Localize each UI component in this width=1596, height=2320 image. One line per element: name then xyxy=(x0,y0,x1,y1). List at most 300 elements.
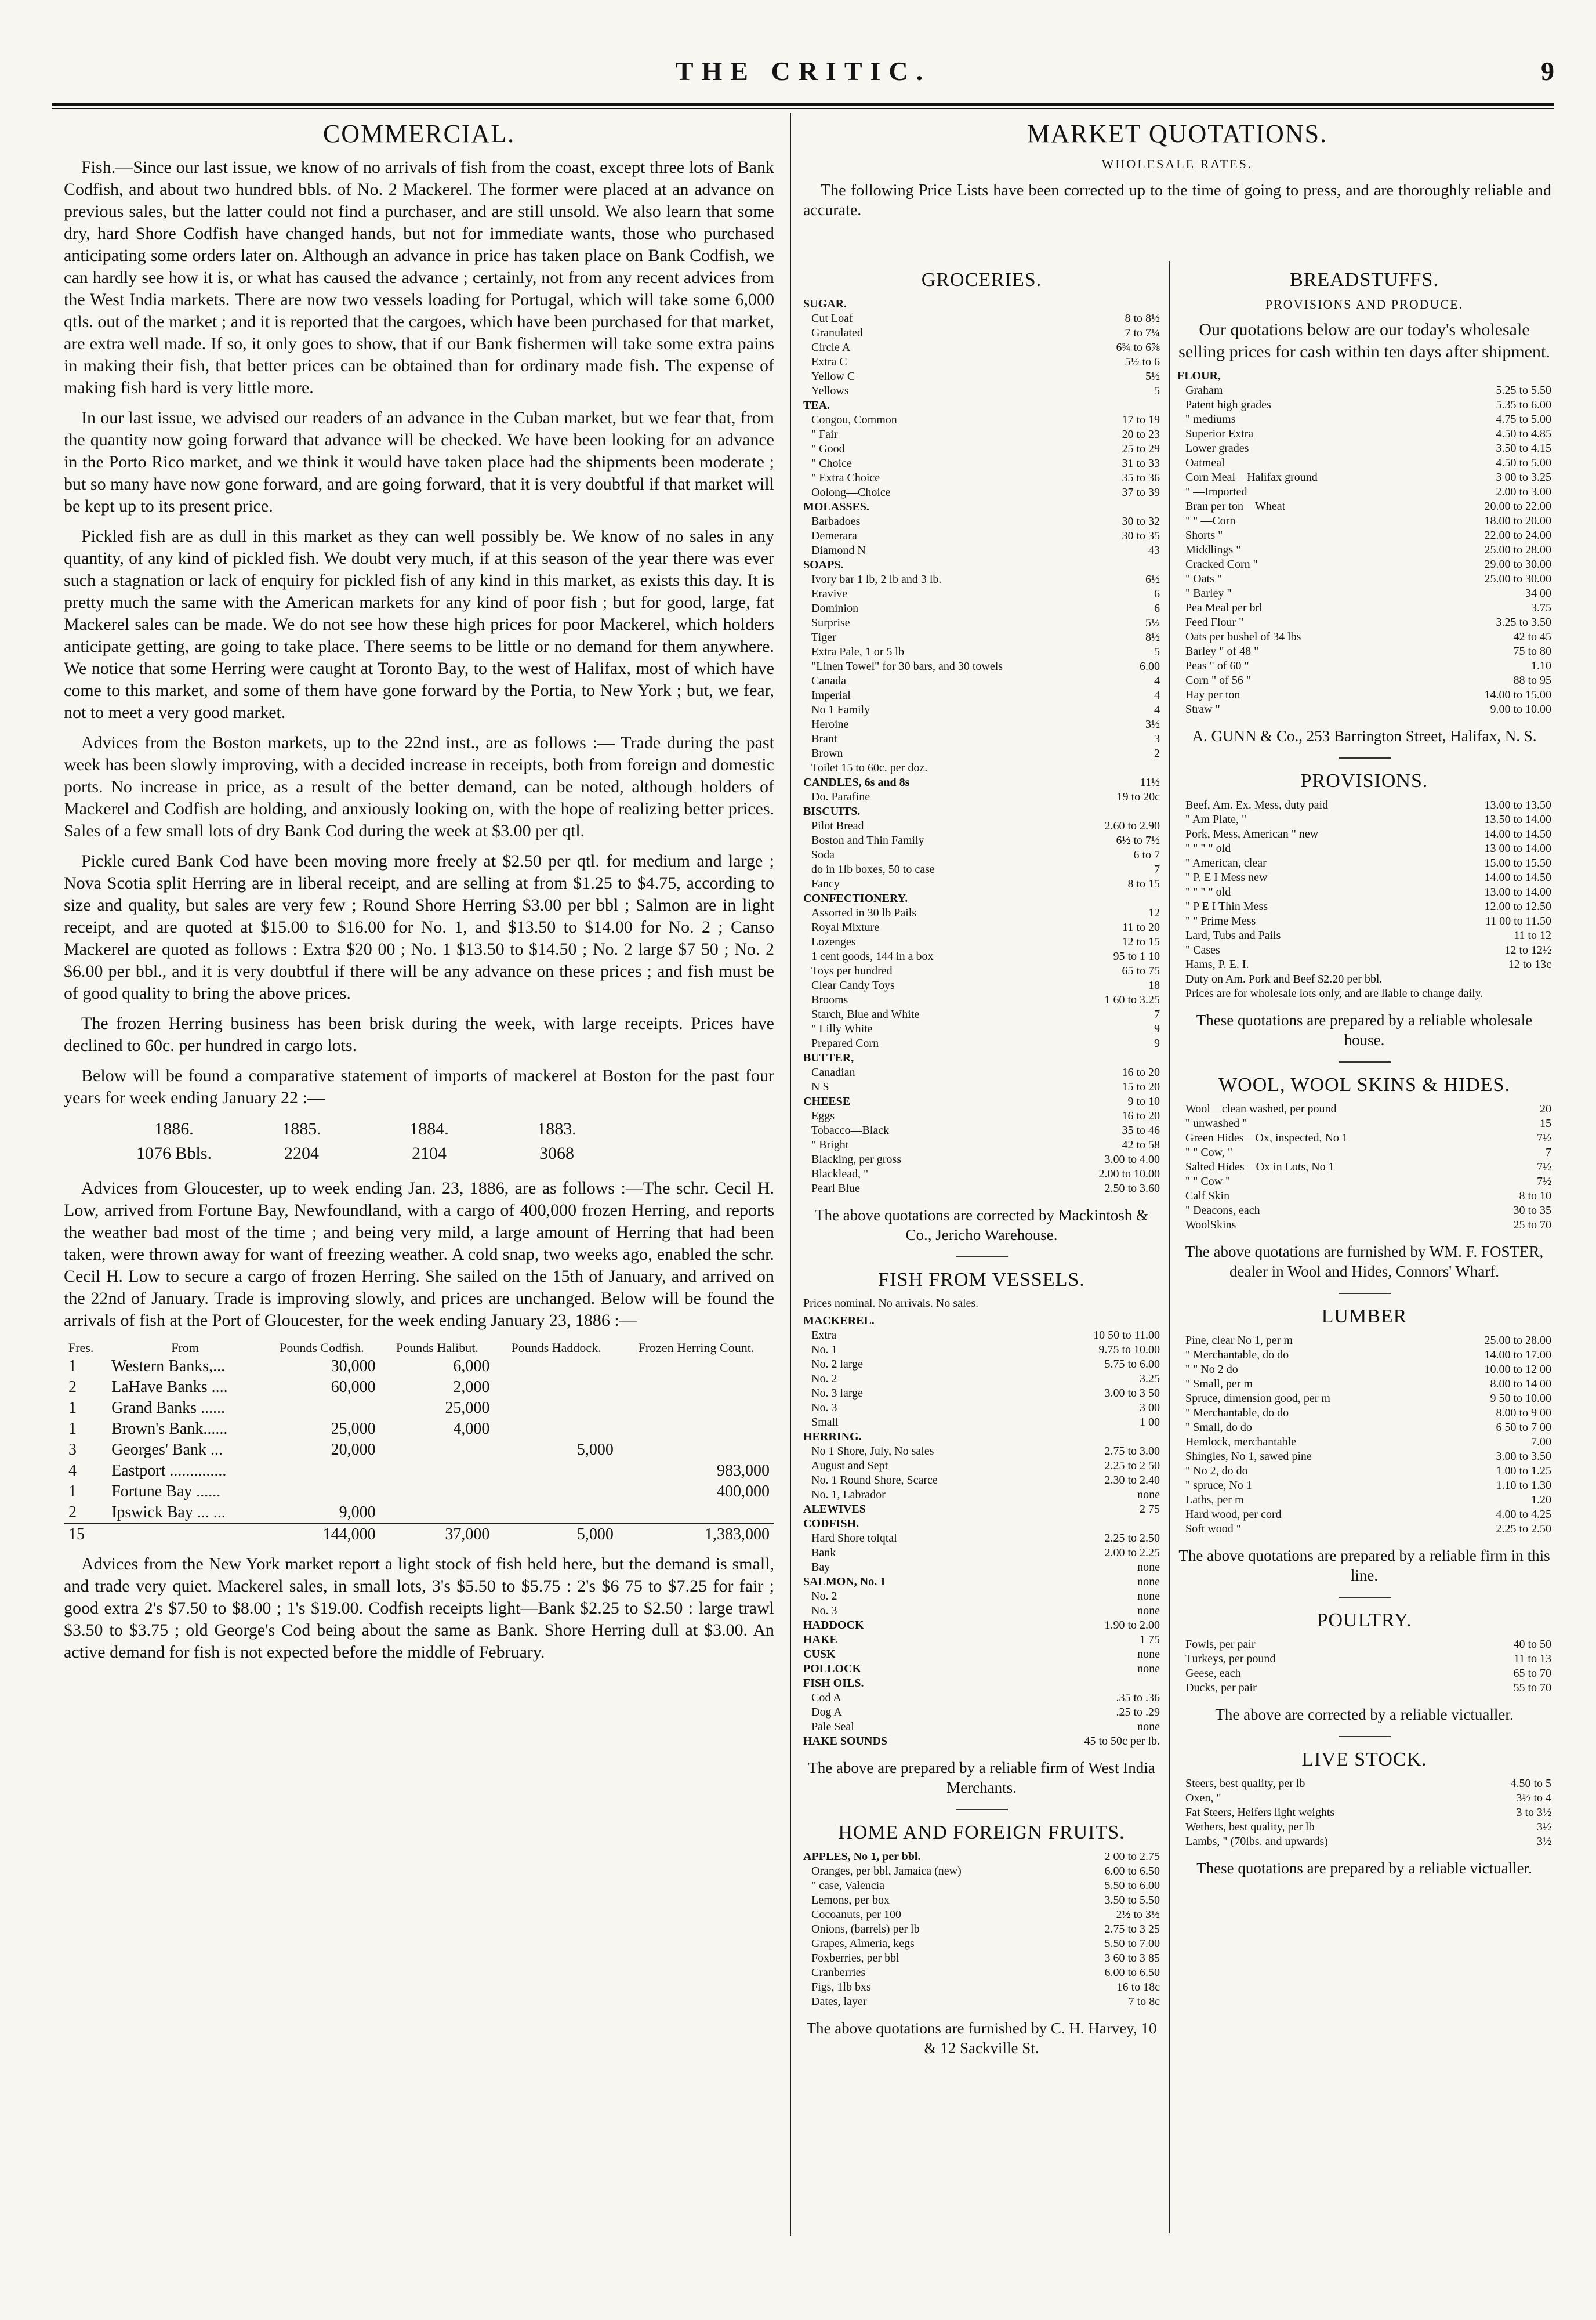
price-item-name: HADDOCK xyxy=(803,1619,864,1632)
breadstuffs-list xyxy=(1177,369,1551,717)
price-item-name: Hay per ton xyxy=(1185,688,1240,701)
price-item-name: Salted Hides—Ox in Lots, No 1 xyxy=(1185,1161,1334,1173)
price-item-value: 6.00 to 6.50 xyxy=(1104,1966,1160,1979)
price-item-value: none xyxy=(1137,1662,1160,1675)
price-row xyxy=(1177,1348,1551,1362)
price-item-name: Patent high grades xyxy=(1185,398,1271,411)
price-item-value: 6 to 7 xyxy=(1133,849,1160,861)
price-item-value: 75 to 80 xyxy=(1513,645,1551,658)
price-item-name: Yellow C xyxy=(811,370,855,383)
table-cell: 60,000 xyxy=(331,1378,376,1396)
breadstuffs-note: A. GUNN & Co., 253 Barrington Street, Halifax, N. S. xyxy=(1192,727,1537,745)
price-item-value: 2.75 to 3 25 xyxy=(1104,1923,1160,1935)
price-row xyxy=(803,877,1160,891)
paragraph-newyork: Advices from the New York market report a light stock of fish held here, but the demand is small, and trade very quiet. Mackerel sales, in small lots, 3's $5.50 to $5.75 : 2's $6 75 to $7.25 for fair ; good extra 2's $7.50 to $8.00 ; 1's $19.00. Codfish receipts light—Bank $2.25 to $2.50 : large trawl $3.50 to $3.75 ; old George's Cod being about the same as Bank. Shore Herring dull at $3.00. An active demand for fish is not expected before the middle of February. xyxy=(64,1554,774,1662)
price-item-name: " " Prime Mess xyxy=(1185,915,1256,927)
price-row xyxy=(1177,1637,1551,1652)
price-row xyxy=(803,761,1160,775)
price-item-name: Soft wood " xyxy=(1185,1522,1241,1535)
price-item-name: Middlings " xyxy=(1185,543,1241,556)
paragraph-gloucester: Advices from Gloucester, up to week ending Jan. 23, 1886, are as follows :—The schr. Cecil H. Low, arrived from Fortune Bay, Newfoundland, with a cargo of 400,000 frozen Herring, and reports the weather bad most of the time ; and being very mild, a large amount of Herring that had been taken, were thrown away for want of freezing weather. A cold snap, two weeks ago, enabled the schr. Cecil H. Low to secure a cargo of frozen Herring. She sailed on the 15th of January, and arrived on the 22nd of January. Trade is improving slowly, and prices are unchanged. Below will be found the arrivals of fish at the Port of Gloucester, for the week ending January 23, 1886 :— xyxy=(64,1179,774,1330)
price-row xyxy=(803,543,1160,558)
price-row xyxy=(803,456,1160,471)
price-item-value: 13.00 to 13.50 xyxy=(1484,799,1551,811)
price-item-name: Cut Loaf xyxy=(811,312,853,325)
price-item-value: 6.00 xyxy=(1140,660,1160,673)
price-item-value: 2.00 to 10.00 xyxy=(1098,1168,1160,1180)
price-row xyxy=(803,906,1160,920)
price-item-name: Superior Extra xyxy=(1185,427,1254,440)
table-row xyxy=(64,1460,774,1481)
price-row xyxy=(803,964,1160,978)
price-row xyxy=(1177,1116,1551,1131)
price-item-name: " case, Valencia xyxy=(811,1879,885,1892)
price-item-name: Boston and Thin Family xyxy=(811,834,924,847)
price-row xyxy=(1177,1507,1551,1522)
price-item-value: 1.10 to 1.30 xyxy=(1496,1479,1551,1492)
price-row xyxy=(803,1167,1160,1181)
price-item-value: 6.00 to 6.50 xyxy=(1104,1865,1160,1877)
price-row xyxy=(1177,1189,1551,1204)
price-item-name: Straw " xyxy=(1185,703,1220,716)
price-item-value: 1.90 to 2.00 xyxy=(1104,1619,1160,1632)
market-heading: MARKET QUOTATIONS. xyxy=(1026,119,1328,148)
breadstuffs-heading: BREADSTUFFS. xyxy=(1290,269,1439,291)
price-item-value: 7 xyxy=(1154,1008,1160,1021)
table-cell: 2 xyxy=(68,1378,77,1396)
price-item-name: " Deacons, each xyxy=(1185,1204,1260,1217)
price-row xyxy=(803,297,1160,311)
price-item-value: 13.00 to 14.00 xyxy=(1484,886,1551,898)
table-row xyxy=(64,1377,774,1398)
table-cell: 2,000 xyxy=(453,1378,490,1396)
table-cell xyxy=(494,1502,618,1524)
price-item-name: Eravive xyxy=(811,588,848,600)
value-cell: 3068 xyxy=(539,1144,574,1163)
price-item-value: .35 to .36 xyxy=(1116,1691,1160,1704)
price-item-name: Fancy xyxy=(811,878,840,890)
price-item-name: Duty on Am. Pork and Beef $2.20 per bbl. xyxy=(1185,973,1383,985)
gloucester-arrivals-table xyxy=(64,1340,774,1545)
price-item-name: APPLES, No 1, per bbl. xyxy=(803,1850,921,1863)
price-item-name: Pearl Blue xyxy=(811,1182,860,1195)
price-row xyxy=(1177,1333,1551,1348)
publication-title: THE CRITIC. xyxy=(675,56,931,86)
price-row xyxy=(1177,615,1551,630)
price-item-value: 3.25 xyxy=(1140,1372,1160,1385)
price-item-value: 15.00 to 15.50 xyxy=(1484,857,1551,869)
price-row xyxy=(1177,1174,1551,1189)
price-item-value: .25 to .29 xyxy=(1116,1706,1160,1719)
price-item-name: Do. Parafine xyxy=(811,791,870,803)
totals-row xyxy=(64,1524,774,1545)
price-row xyxy=(1177,1420,1551,1435)
price-item-value: 17 to 19 xyxy=(1122,414,1160,426)
price-item-name: Cocoanuts, per 100 xyxy=(811,1908,901,1921)
price-row xyxy=(803,1372,1160,1386)
price-item-name: Figs, 1lb bxs xyxy=(811,1981,871,1993)
table-cell: 5,000 xyxy=(576,1441,614,1459)
price-row xyxy=(803,529,1160,543)
price-item-value: 6½ xyxy=(1145,573,1160,586)
price-row xyxy=(1177,856,1551,871)
price-row xyxy=(803,790,1160,804)
price-item-value: 3.50 to 4.15 xyxy=(1496,442,1551,455)
price-item-value: 45 to 50c per lb. xyxy=(1084,1735,1160,1748)
price-row xyxy=(1177,1204,1551,1218)
price-row xyxy=(1177,1791,1551,1806)
price-row xyxy=(803,558,1160,572)
price-item-name: " spruce, No 1 xyxy=(1185,1479,1252,1492)
price-row xyxy=(1177,1362,1551,1377)
price-row xyxy=(803,891,1160,906)
table-cell xyxy=(263,1481,380,1502)
price-item-name: CONFECTIONERY. xyxy=(803,892,908,905)
price-item-value: 4.75 to 5.00 xyxy=(1496,413,1551,426)
price-item-value: 2 xyxy=(1154,747,1160,760)
price-item-name: August and Sept xyxy=(811,1459,888,1472)
price-item-value: 3 to 3½ xyxy=(1516,1806,1551,1819)
price-item-value: 3 00 xyxy=(1140,1401,1160,1414)
table-cell xyxy=(494,1419,618,1440)
section-divider xyxy=(1339,1736,1391,1737)
price-item-name: SOAPS. xyxy=(803,559,844,571)
price-row xyxy=(1177,900,1551,914)
price-item-name: Barbadoes xyxy=(811,515,861,528)
price-item-name: " Fair xyxy=(811,428,838,441)
price-item-value: 8 to 10 xyxy=(1519,1190,1551,1202)
price-item-value: none xyxy=(1137,1561,1160,1574)
price-item-name: Oats per bushel of 34 lbs xyxy=(1185,630,1301,643)
price-item-value: 65 to 75 xyxy=(1122,965,1160,977)
table-cell: 400,000 xyxy=(717,1482,770,1500)
table-cell: LaHave Banks .... xyxy=(111,1378,228,1396)
price-row xyxy=(803,732,1160,746)
price-row xyxy=(803,1676,1160,1691)
table-row xyxy=(64,1502,774,1524)
price-row xyxy=(803,616,1160,630)
col-header: Pounds Codfish. xyxy=(280,1340,364,1355)
price-row xyxy=(803,1343,1160,1357)
price-item-value: 5½ to 6 xyxy=(1125,356,1160,368)
price-row xyxy=(803,717,1160,732)
price-item-value: 2.25 to 2.50 xyxy=(1104,1532,1160,1545)
price-row xyxy=(803,1560,1160,1575)
price-row xyxy=(803,674,1160,688)
fish-vessels-note: The above are prepared by a reliable firm of West India Merchants. xyxy=(808,1759,1155,1796)
price-item-value: 14.00 to 15.00 xyxy=(1484,688,1551,701)
price-row xyxy=(1177,914,1551,929)
price-row xyxy=(803,1444,1160,1459)
price-item-name: Prepared Corn xyxy=(811,1037,879,1050)
lumber-heading: LUMBER xyxy=(1321,1306,1408,1327)
price-item-name: Cracked Corn " xyxy=(1185,558,1258,571)
price-item-value: 3 60 to 3 85 xyxy=(1104,1952,1160,1964)
price-row xyxy=(1177,659,1551,673)
price-row xyxy=(803,848,1160,862)
price-item-value: 5.25 to 5.50 xyxy=(1496,384,1551,397)
price-item-value: 29.00 to 30.00 xyxy=(1484,558,1551,571)
table-cell: 4,000 xyxy=(453,1420,490,1438)
price-item-name: Extra Pale, 1 or 5 lb xyxy=(811,646,904,658)
price-item-name: Assorted in 30 lb Pails xyxy=(811,907,917,919)
price-item-name: ALEWIVES xyxy=(803,1503,866,1516)
poultry-note: The above are corrected by a reliable victualler. xyxy=(1215,1706,1514,1723)
price-item-name: Oatmeal xyxy=(1185,456,1225,469)
commercial-heading: COMMERCIAL. xyxy=(322,119,516,148)
groceries-heading: GROCERIES. xyxy=(921,269,1042,291)
price-item-name: " " " " old xyxy=(1185,886,1231,898)
price-item-value: 5½ xyxy=(1145,617,1160,629)
price-row xyxy=(803,1080,1160,1094)
wool-list xyxy=(1177,1102,1551,1232)
price-row xyxy=(803,572,1160,587)
price-item-name: Pea Meal per brl xyxy=(1185,601,1263,614)
price-row xyxy=(803,746,1160,761)
price-item-value: 30 to 32 xyxy=(1122,515,1160,528)
price-row xyxy=(1177,485,1551,499)
price-item-name: FLOUR, xyxy=(1177,369,1221,382)
fruits-list xyxy=(803,1850,1160,2009)
market-header xyxy=(803,119,1551,231)
price-row xyxy=(1177,514,1551,528)
price-row xyxy=(803,1007,1160,1022)
price-row xyxy=(1177,630,1551,644)
arrivals-body xyxy=(64,1356,774,1545)
price-item-name: " " " " old xyxy=(1185,842,1231,855)
price-row xyxy=(803,601,1160,616)
price-item-value: none xyxy=(1137,1720,1160,1733)
price-row xyxy=(1177,398,1551,412)
price-item-name: SUGAR. xyxy=(803,298,847,310)
price-row xyxy=(803,1589,1160,1604)
price-item-value: 2.25 to 2.50 xyxy=(1496,1522,1551,1535)
price-item-value: 12 xyxy=(1148,907,1160,919)
price-row xyxy=(803,326,1160,340)
price-item-value: 3.50 to 5.50 xyxy=(1104,1894,1160,1906)
price-item-name: Green Hides—Ox, inspected, No 1 xyxy=(1185,1132,1348,1144)
price-row xyxy=(803,1488,1160,1502)
price-row xyxy=(1177,987,1551,1001)
fruits-heading: HOME AND FOREIGN FRUITS. xyxy=(838,1822,1125,1843)
paragraph-cuban: In our last issue, we advised our readers of an advance in the Cuban market, but we fear that, from the quantity now going forward that advance will be checked. We have been looking for an advance in the Porto Rico market, and we think it would have taken place had the shipments been moderate ; but so many have now gone forward, and are going forward, that it is very doubtful if that market will be kept up to its present price. xyxy=(64,408,774,516)
table-cell xyxy=(494,1377,618,1398)
price-item-value: 3½ to 4 xyxy=(1516,1792,1551,1804)
price-row xyxy=(803,1138,1160,1152)
price-item-name: Brooms xyxy=(811,994,848,1006)
price-row xyxy=(803,862,1160,877)
price-row xyxy=(1177,572,1551,586)
price-row xyxy=(1177,1652,1551,1666)
price-row xyxy=(803,369,1160,384)
table-cell xyxy=(494,1460,618,1481)
price-item-name: " unwashed " xyxy=(1185,1117,1247,1130)
price-row xyxy=(803,1691,1160,1705)
price-item-value: 12 to 12½ xyxy=(1504,944,1551,956)
masthead xyxy=(52,56,1554,102)
price-item-name: No. 1 xyxy=(811,1343,837,1356)
price-item-name: No. 3 large xyxy=(811,1387,864,1400)
paragraph-boston: Advices from the Boston markets, up to the 22nd inst., are as follows :— Trade during the past week has been slowly improving, with a decided increase in receipts, both from foreign and domestic ports. No increase in price, as a result of the better demand, can be noted, although holders of Mackerel and Codfish are holding, and anxiously looking on, with the hope of realizing better prices. Sales of a few small lots of dry Bank Cod during the week at $3.00 per qtl. xyxy=(64,733,774,840)
price-item-value: 1 60 to 3.25 xyxy=(1104,994,1160,1006)
price-item-value: 5.50 to 7.00 xyxy=(1104,1937,1160,1950)
price-row xyxy=(1177,827,1551,842)
table-cell: 4 xyxy=(68,1462,77,1480)
price-item-value: 6 xyxy=(1154,588,1160,600)
price-item-name: Oolong—Choice xyxy=(811,486,891,499)
price-item-value: 1.20 xyxy=(1531,1494,1551,1506)
price-item-value: 30 to 35 xyxy=(1513,1204,1551,1217)
price-item-name: Blacking, per gross xyxy=(811,1153,901,1166)
price-item-name: " " Cow, " xyxy=(1185,1146,1232,1159)
table-cell: 6,000 xyxy=(453,1357,490,1375)
total-cell: 5,000 xyxy=(494,1524,618,1545)
provisions-list xyxy=(1177,798,1551,1001)
price-item-name: 1 cent goods, 144 in a box xyxy=(811,950,934,963)
price-item-value: 1.10 xyxy=(1531,659,1551,672)
price-item-value: 14.00 to 14.50 xyxy=(1484,828,1551,840)
price-row xyxy=(1177,1835,1551,1849)
price-item-name: TEA. xyxy=(803,399,830,412)
poultry-heading: POULTRY. xyxy=(1316,1610,1412,1631)
price-item-name: CUSK xyxy=(803,1648,836,1661)
section-divider xyxy=(1339,1597,1391,1598)
paragraph-fish: Fish.—Since our last issue, we know of no arrivals of fish from the coast, except three lots of Bank Codfish, and about two hundred bbls. of No. 2 Mackerel. The former were placed at an advance on previous sales, but the latter could not find a purchaser, and are still unsold. We also learn that some dry, hard Shore Codfish have changed hands, but not for immediate wants, those who purchased anticipating some orders later on. Although an advance in price has taken place on Bank Codfish, we can hardly see how it is, or what has caused the advance ; certainly, not from any recent advices from the West India markets. There are now two vessels loading for Portugal, which will take some 6,000 qtls. out of the market ; and it is reported that the cargoes, which have been purchased for that market, are extra well made. If so, it only goes to show, that if our Bank fishermen will take some extra pains in making their fish, that better prices can be obtained than for ordinary made fish. The expense of making fish hard is very little more. xyxy=(64,158,774,397)
price-item-name: Soda xyxy=(811,849,835,861)
price-row xyxy=(803,1937,1160,1951)
price-item-value: 3.75 xyxy=(1531,601,1551,614)
groceries-list xyxy=(803,297,1160,1196)
price-row xyxy=(803,340,1160,355)
price-item-name: Dominion xyxy=(811,602,859,615)
price-item-name: Royal Mixture xyxy=(811,921,880,934)
price-item-name: Bay xyxy=(811,1561,830,1574)
price-row xyxy=(803,775,1160,790)
price-row xyxy=(1177,673,1551,688)
price-item-name: Shingles, No 1, sawed pine xyxy=(1185,1450,1312,1463)
price-item-value: 4 xyxy=(1154,689,1160,702)
price-item-name: Wethers, best quality, per lb xyxy=(1185,1821,1315,1833)
table-cell: Brown's Bank...... xyxy=(111,1420,228,1438)
paragraph-comparative: Below will be found a comparative statement of imports of mackerel at Boston for the past four years for week ending January 22 :— xyxy=(64,1066,774,1107)
price-item-name: Brown xyxy=(811,747,843,760)
commercial-column xyxy=(64,119,774,1672)
price-row xyxy=(803,659,1160,674)
price-item-name: HAKE SOUNDS xyxy=(803,1735,888,1748)
price-item-value: 9.75 to 10.00 xyxy=(1098,1343,1160,1356)
price-row xyxy=(1177,1777,1551,1791)
price-item-name: Hemlock, merchantable xyxy=(1185,1436,1297,1448)
price-item-name: Canadian xyxy=(811,1066,855,1079)
price-item-value: 42 to 45 xyxy=(1513,630,1551,643)
paragraph-pickle-cured: Pickle cured Bank Cod have been moving more freely at $2.50 per qtl. for medium and large ; Nova Scotia split Herring are in liberal receipt, and are selling at from $1.25 to $4.75, according to size and quality, but sales are very few ; Round Shore Herring $3.00 per bbl ; Salmon are in light receipt, and are quoted at $15.00 to $16.00 for No. 1, and $13.50 to $14.00 for No. 2 ; Canso Mackerel are quoted as follows : Extra $20 00 ; No. 1 $13.50 to $14.50 ; No. 2 large $7 50 ; No. 2 $6.00 per bbl., and it is very doubtful if there will be any advance on these prices ; and fish must be of good quality to bring the above prices. xyxy=(64,851,774,1003)
price-item-name: Barley " of 48 " xyxy=(1185,645,1259,658)
price-item-name: Demerara xyxy=(811,530,857,542)
col-header: Fres. xyxy=(68,1340,94,1355)
price-row xyxy=(803,1430,1160,1444)
fish-vessels-heading: FISH FROM VESSELS. xyxy=(878,1269,1085,1290)
price-row xyxy=(1177,958,1551,972)
section-divider xyxy=(956,1256,1008,1257)
price-item-value: 15 to 20 xyxy=(1122,1081,1160,1093)
price-item-name: Corn " of 56 " xyxy=(1185,674,1251,687)
price-item-name: Cod A xyxy=(811,1691,841,1704)
price-item-name: Fat Steers, Heifers light weights xyxy=(1185,1806,1335,1819)
paragraph-pickled: Pickled fish are as dull in this market as they can well possibly be. We know of no sales in any quantity, of any kind of pickled fish. We doubt very much, if at this season of the year there was ever such a stagnation or lack of enquiry for pickled fish of any kind in this market, as exists this day. It is pretty much the same with the American markets for any kind of poor fish ; but for good, large, fat Mackerel sales can be made. We do not see how these high prices for poor Mackerel, which holders anticipate getting, are going to take place. There seems to be little or no demand for them anywhere. We notice that some Herring were caught at Toronto Bay, to the west of Halifax, most of which have come to this market, and some of them have gone forward by the Portia, to New York ; but, we fear, not to meet a very good market. xyxy=(64,527,774,722)
price-item-name: "Linen Towel" for 30 bars, and 30 towels xyxy=(811,660,1003,673)
price-item-name: " Merchantable, do do xyxy=(1185,1406,1289,1419)
price-row xyxy=(803,514,1160,529)
price-row xyxy=(803,1980,1160,1995)
year-cell: 1885. xyxy=(282,1119,321,1139)
price-item-value: 2.60 to 2.90 xyxy=(1104,820,1160,832)
price-item-value: 25.00 to 30.00 xyxy=(1484,572,1551,585)
col-header: Pounds Halibut. xyxy=(396,1340,478,1355)
price-item-value: 3 xyxy=(1154,733,1160,745)
price-item-name: No. 2 xyxy=(811,1590,837,1603)
price-row xyxy=(1177,1218,1551,1232)
price-item-value: 8.00 to 14 00 xyxy=(1490,1378,1551,1390)
price-item-value: 37 to 39 xyxy=(1122,486,1160,499)
price-row xyxy=(803,1966,1160,1980)
price-row xyxy=(803,1575,1160,1589)
table-cell: 1 xyxy=(68,1482,77,1500)
price-row xyxy=(1177,1391,1551,1406)
price-item-name: Circle A xyxy=(811,341,851,354)
price-item-value: 15 xyxy=(1540,1117,1551,1130)
price-item-name: " Merchantable, do do xyxy=(1185,1348,1289,1361)
price-item-name: " No 2, do do xyxy=(1185,1464,1248,1477)
price-row xyxy=(803,1328,1160,1343)
price-item-value: 35 to 46 xyxy=(1122,1124,1160,1137)
table-cell xyxy=(494,1356,618,1377)
price-row xyxy=(803,630,1160,645)
poultry-list xyxy=(1177,1637,1551,1695)
price-item-value: 2.25 to 2 50 xyxy=(1104,1459,1160,1472)
price-item-value: 5.50 to 6.00 xyxy=(1104,1879,1160,1892)
price-item-name: Toys per hundred xyxy=(811,965,893,977)
price-item-value: 12 to 13c xyxy=(1508,958,1551,971)
price-item-value: 7 to 7¼ xyxy=(1125,327,1160,339)
table-cell: 20,000 xyxy=(331,1441,376,1459)
price-item-name: " American, clear xyxy=(1185,857,1267,869)
table-cell xyxy=(494,1398,618,1419)
price-item-name: Blacklead, " xyxy=(811,1168,869,1180)
price-row xyxy=(1177,369,1551,383)
price-item-value: 3.00 to 3.50 xyxy=(1496,1450,1551,1463)
price-item-name: " " No 2 do xyxy=(1185,1363,1238,1376)
price-item-value: 11 to 13 xyxy=(1514,1652,1551,1665)
price-row xyxy=(1177,1478,1551,1493)
price-row xyxy=(803,1401,1160,1415)
price-item-name: Oxen, " xyxy=(1185,1792,1221,1804)
price-item-value: none xyxy=(1137,1648,1160,1661)
price-item-name: Peas " of 60 " xyxy=(1185,659,1249,672)
table-cell xyxy=(494,1481,618,1502)
table-cell xyxy=(618,1419,774,1440)
price-item-name: Ivory bar 1 lb, 2 lb and 3 lb. xyxy=(811,573,942,586)
table-row xyxy=(64,1440,774,1460)
price-item-value: 20 to 23 xyxy=(1122,428,1160,441)
market-subheading: WHOLESALE RATES. xyxy=(1101,157,1253,171)
price-item-value: 8½ xyxy=(1145,631,1160,644)
price-item-value: 4.50 to 5 xyxy=(1510,1777,1551,1790)
price-item-value: 7½ xyxy=(1537,1175,1551,1188)
price-row xyxy=(803,427,1160,442)
section-divider xyxy=(956,1809,1008,1810)
price-item-name: Canada xyxy=(811,675,846,687)
table-cell: Grand Banks ...... xyxy=(111,1399,226,1417)
